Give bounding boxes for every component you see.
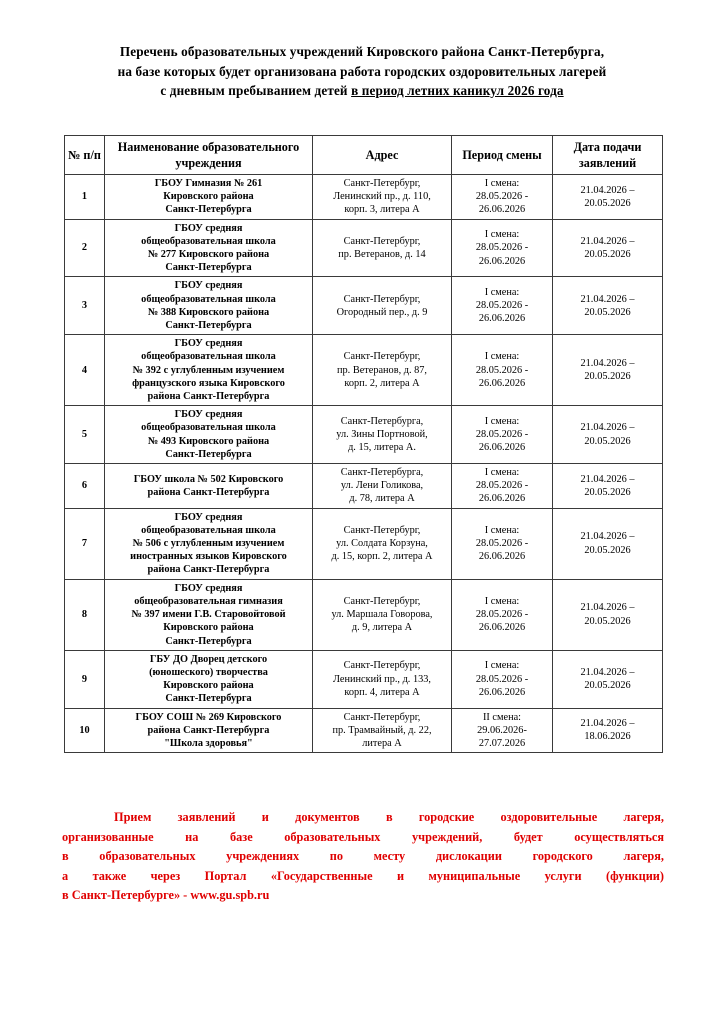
cell-institution-name: [105, 175, 313, 220]
cell-institution-name-line: Санкт-Петербурга: [165, 635, 252, 647]
footer-note: [62, 808, 664, 906]
cell-application-date: [553, 650, 663, 708]
cell-application-date: [553, 335, 663, 406]
cell-application-date: [553, 406, 663, 464]
cell-institution-name-line: Санкт-Петербурга: [165, 693, 252, 705]
cell-shift-period-line: 28.05.2026 -: [475, 480, 529, 492]
cell-shift-period-line: 28.05.2026 -: [475, 242, 529, 254]
table-row: [65, 650, 663, 708]
cell-application-date-line: 20.05.2026: [584, 306, 631, 318]
cell-address-line: Санкт-Петербург,: [343, 351, 421, 363]
cell-institution-name-line: ГБУ ДО Дворец детского: [149, 653, 268, 665]
cell-institution-name-line: Санкт-Петербурга: [165, 448, 252, 460]
cell-address-line: д. 9, литера А: [351, 622, 413, 634]
cell-shift-period-line: I смена:: [484, 524, 520, 536]
cell-institution-name-line: Санкт-Петербурга: [165, 204, 252, 216]
cell-address-line: Санкт-Петербурга,: [340, 415, 424, 427]
footer-note-line: в образовательных учреждениях по месту дислокации городского лагеря,: [62, 849, 664, 863]
cell-address: [313, 508, 452, 579]
cell-address: [313, 335, 452, 406]
cell-application-date-line: 21.04.2026 –: [580, 235, 635, 247]
cell-address: [313, 219, 452, 277]
table-row: [65, 464, 663, 509]
table-row: [65, 277, 663, 335]
cell-row-number: 8: [65, 579, 105, 650]
cell-institution-name: [105, 464, 313, 509]
cell-shift-period-line: I смена:: [484, 660, 520, 672]
cell-institution-name-line: района Санкт-Петербурга: [147, 486, 270, 498]
cell-application-date-line: 21.04.2026 –: [580, 422, 635, 434]
cell-shift-period-line: 26.06.2026: [478, 255, 526, 267]
cell-shift-period: [452, 406, 553, 464]
cell-application-date-line: 21.04.2026 –: [580, 718, 635, 730]
cell-institution-name: [105, 335, 313, 406]
cell-address: [313, 650, 452, 708]
cell-application-date-line: 21.04.2026 –: [580, 666, 635, 678]
title-line-3: [62, 81, 662, 101]
cell-address-line: д. 15, корп. 2, литера А: [331, 551, 433, 563]
cell-shift-period-line: 26.06.2026: [478, 622, 526, 634]
cell-institution-name-line: № 506 с углубленным изучением: [132, 538, 285, 550]
cell-address-line: Санкт-Петербурга,: [340, 467, 424, 479]
cell-institution-name: [105, 508, 313, 579]
header-number-line1: №: [68, 148, 81, 162]
footer-note-line: Прием заявлений и документов в городские оздоровительные лагеря,: [114, 810, 664, 824]
title-line-1: Перечень образовательных учреждений Кировского района Санкт-Петербурга,: [119, 44, 605, 59]
cell-row-number: 6: [65, 464, 105, 509]
cell-application-date-line: 21.04.2026 –: [580, 358, 635, 370]
cell-institution-name-line: общеобразовательная школа: [141, 235, 276, 247]
cell-shift-period-line: 26.06.2026: [478, 686, 526, 698]
cell-application-date-line: 20.05.2026: [584, 435, 631, 447]
cell-institution-name: [105, 219, 313, 277]
cell-institution-name-line: № 388 Кировского района: [147, 306, 270, 318]
cell-address-line: д. 15, литера А.: [348, 442, 416, 454]
cell-application-date-line: 20.05.2026: [584, 371, 631, 383]
cell-shift-period-line: 28.05.2026 -: [475, 609, 529, 621]
cell-application-date-line: 18.06.2026: [584, 731, 631, 743]
cell-institution-name-line: общеобразовательная школа: [141, 351, 276, 363]
cell-shift-period-line: 28.05.2026 -: [475, 191, 529, 203]
cell-address: [313, 579, 452, 650]
table-row: [65, 708, 663, 753]
cell-institution-name-line: ГБОУ школа № 502 Кировского: [133, 473, 284, 485]
cell-address-line: Санкт-Петербург,: [343, 711, 421, 723]
cell-shift-period: [452, 650, 553, 708]
footer-note-line: организованные на базе образовательных учреждений, будет осуществляться: [62, 829, 664, 844]
cell-application-date: [553, 508, 663, 579]
cell-shift-period-line: II смена:: [482, 711, 522, 723]
cell-application-date-line: 20.05.2026: [584, 544, 631, 556]
cell-institution-name-line: № 397 имени Г.В. Старовойтовой: [131, 609, 286, 621]
title-line-2: на базе которых будет организована работа городских оздоровительных лагерей: [117, 63, 607, 79]
cell-shift-period-line: I смена:: [484, 351, 520, 363]
cell-application-date-line: 21.04.2026 –: [580, 473, 635, 485]
cell-institution-name-line: ГБОУ средняя: [174, 582, 243, 594]
cell-address-line: Санкт-Петербург,: [343, 293, 421, 305]
cell-shift-period-line: I смена:: [484, 229, 520, 241]
header-period-line2: смены: [505, 148, 542, 162]
cell-address-line: ул. Лени Голикова,: [340, 480, 424, 492]
cell-shift-period-line: 26.06.2026: [478, 493, 526, 505]
cell-institution-name-line: ГБОУ Гимназия № 261: [154, 178, 263, 189]
header-date-line2: заявлений: [578, 156, 637, 170]
cell-institution-name: [105, 406, 313, 464]
cell-shift-period: [452, 335, 553, 406]
header-number: [65, 136, 105, 175]
cell-shift-period: [452, 579, 553, 650]
header-name-line2: образовательного: [202, 140, 300, 154]
table-row: [65, 406, 663, 464]
table-row: [65, 508, 663, 579]
cell-shift-period-line: 27.07.2026: [478, 737, 526, 749]
camps-table: [64, 135, 663, 753]
cell-address-line: корп. 3, литера А: [344, 204, 420, 216]
cell-shift-period-line: 28.05.2026 -: [475, 364, 529, 376]
cell-shift-period-line: I смена:: [484, 178, 520, 189]
cell-address-line: пр. Трамвайный, д. 22,: [332, 724, 432, 736]
cell-institution-name: [105, 277, 313, 335]
cell-institution-name-line: № 392 с углубленным изучением: [132, 364, 285, 376]
cell-address-line: ул. Зины Портновой,: [336, 429, 428, 441]
cell-address-line: ул. Солдата Корзуна,: [336, 538, 428, 550]
cell-address: [313, 277, 452, 335]
cell-institution-name-line: Кировского района: [163, 622, 254, 634]
cell-shift-period-line: 26.06.2026: [478, 377, 526, 389]
table-header-row: [65, 136, 663, 175]
cell-row-number: 2: [65, 219, 105, 277]
cell-row-number: 4: [65, 335, 105, 406]
cell-shift-period-line: 26.06.2026: [478, 442, 526, 454]
cell-shift-period-line: I смена:: [484, 467, 520, 479]
cell-row-number: 10: [65, 708, 105, 753]
page-title: [62, 42, 662, 101]
cell-institution-name-line: общеобразовательная школа: [141, 422, 276, 434]
cell-institution-name-line: № 493 Кировского района: [147, 435, 270, 447]
cell-institution-name-line: Санкт-Петербурга: [165, 320, 252, 332]
cell-address-line: д. 78, литера А: [349, 493, 415, 505]
cell-institution-name-line: общеобразовательная школа: [141, 293, 276, 305]
cell-address: [313, 406, 452, 464]
camps-table-wrapper: [64, 135, 662, 753]
title-line-3-plain: с дневным пребыванием детей: [160, 83, 352, 98]
cell-institution-name: [105, 579, 313, 650]
table-row: [65, 335, 663, 406]
cell-application-date: [553, 277, 663, 335]
cell-institution-name-line: района Санкт-Петербурга: [147, 564, 270, 576]
table-row: [65, 219, 663, 277]
cell-shift-period: [452, 175, 553, 220]
cell-application-date-line: 20.05.2026: [584, 249, 631, 261]
cell-institution-name-line: № 277 Кировского района: [147, 249, 270, 261]
cell-address-line: ул. Маршала Говорова,: [331, 609, 433, 621]
cell-application-date: [553, 219, 663, 277]
cell-address-line: Санкт-Петербург,: [343, 595, 421, 607]
cell-address-line: Санкт-Петербург,: [343, 660, 421, 672]
header-application-date: [553, 136, 663, 175]
header-date-line1: Дата подачи: [573, 140, 642, 154]
cell-address-line: пр. Ветеранов, д. 14: [338, 249, 426, 261]
title-underlined-period: в период летних каникул 2026 года: [351, 83, 564, 98]
cell-address-line: Огородный пер., д. 9: [336, 306, 428, 318]
cell-row-number: 5: [65, 406, 105, 464]
table-row: [65, 175, 663, 220]
cell-address-line: корп. 4, литера А: [344, 686, 420, 698]
cell-institution-name-line: ГБОУ СОШ № 269 Кировского: [135, 711, 282, 723]
cell-shift-period-line: 28.05.2026 -: [475, 429, 529, 441]
cell-application-date-line: 20.05.2026: [584, 680, 631, 692]
cell-institution-name-line: "Школа здоровья": [164, 737, 253, 749]
cell-row-number: 1: [65, 175, 105, 220]
cell-application-date-line: 20.05.2026: [584, 486, 631, 498]
cell-institution-name-line: ГБОУ средняя: [174, 511, 243, 523]
cell-shift-period: [452, 508, 553, 579]
cell-shift-period-line: 26.06.2026: [478, 551, 526, 563]
header-institution-name: [105, 136, 313, 175]
cell-shift-period: [452, 464, 553, 509]
footer-note-line: в Санкт-Петербурге» - www.gu.spb.ru: [62, 888, 270, 902]
cell-application-date-line: 20.05.2026: [584, 197, 631, 209]
cell-shift-period-line: 28.05.2026 -: [475, 300, 529, 312]
cell-shift-period-line: 26.06.2026: [478, 313, 526, 325]
cell-shift-period: [452, 219, 553, 277]
cell-address-line: Санкт-Петербург,: [343, 524, 421, 536]
cell-application-date-line: 21.04.2026 –: [580, 184, 635, 196]
cell-address: [313, 464, 452, 509]
cell-application-date: [553, 464, 663, 509]
cell-institution-name-line: Кировского района: [163, 680, 254, 692]
cell-shift-period-line: I смена:: [484, 415, 520, 427]
cell-application-date: [553, 579, 663, 650]
cell-shift-period: [452, 708, 553, 753]
cell-institution-name-line: Санкт-Петербурга: [165, 262, 252, 274]
cell-application-date: [553, 175, 663, 220]
header-period-line1: Период: [462, 148, 503, 162]
cell-address-line: Санкт-Петербург,: [343, 178, 421, 189]
camps-table-body: [65, 175, 663, 753]
header-name-line3: учреждения: [175, 156, 242, 170]
cell-shift-period-line: 28.05.2026 -: [475, 673, 529, 685]
cell-address-line: Санкт-Петербург,: [343, 235, 421, 247]
cell-address-line: Ленинский пр., д. 133,: [333, 673, 431, 685]
cell-address: [313, 708, 452, 753]
cell-institution-name-line: района Санкт-Петербурга: [147, 724, 270, 736]
cell-shift-period-line: I смена:: [484, 287, 520, 299]
footer-note-line: а также через Портал «Государственные и муниципальные услуги (функции): [62, 868, 664, 883]
cell-application-date-line: 21.04.2026 –: [580, 602, 635, 614]
header-number-line2: п/п: [83, 148, 101, 162]
cell-application-date: [553, 708, 663, 753]
cell-institution-name-line: ГБОУ средняя: [174, 409, 243, 421]
header-name-line1: Наименование: [117, 140, 200, 154]
header-shift-period: [452, 136, 553, 175]
cell-institution-name-line: ГБОУ средняя: [174, 280, 243, 292]
cell-shift-period-line: 29.06.2026-: [477, 724, 527, 736]
cell-institution-name-line: Кировского района: [163, 191, 254, 203]
cell-institution-name-line: французского языка Кировского: [132, 377, 285, 389]
cell-shift-period-line: I смена:: [484, 595, 520, 607]
cell-application-date-line: 21.04.2026 –: [580, 531, 635, 543]
cell-institution-name-line: района Санкт-Петербурга: [147, 391, 270, 403]
header-address: Адрес: [313, 136, 452, 175]
cell-address-line: корп. 2, литера А: [344, 377, 420, 389]
cell-row-number: 9: [65, 650, 105, 708]
cell-row-number: 7: [65, 508, 105, 579]
cell-row-number: 3: [65, 277, 105, 335]
cell-shift-period-line: 26.06.2026: [478, 204, 526, 216]
cell-application-date-line: 21.04.2026 –: [580, 293, 635, 305]
cell-institution-name-line: ГБОУ средняя: [174, 222, 243, 234]
cell-institution-name-line: иностранных языков Кировского: [130, 551, 287, 563]
cell-address-line: пр. Ветеранов, д. 87,: [337, 364, 427, 376]
cell-address-line: литера А: [362, 737, 402, 749]
cell-institution-name: [105, 650, 313, 708]
cell-institution-name-line: (юношеского) творчества: [149, 666, 268, 678]
cell-address: [313, 175, 452, 220]
cell-address-line: Ленинский пр., д. 110,: [333, 191, 431, 203]
cell-application-date-line: 20.05.2026: [584, 615, 631, 627]
cell-institution-name-line: ГБОУ средняя: [174, 338, 243, 350]
cell-institution-name: [105, 708, 313, 753]
table-row: [65, 579, 663, 650]
cell-institution-name-line: общеобразовательная школа: [141, 524, 276, 536]
cell-shift-period: [452, 277, 553, 335]
cell-institution-name-line: общеобразовательная гимназия: [134, 595, 283, 607]
cell-shift-period-line: 28.05.2026 -: [475, 538, 529, 550]
